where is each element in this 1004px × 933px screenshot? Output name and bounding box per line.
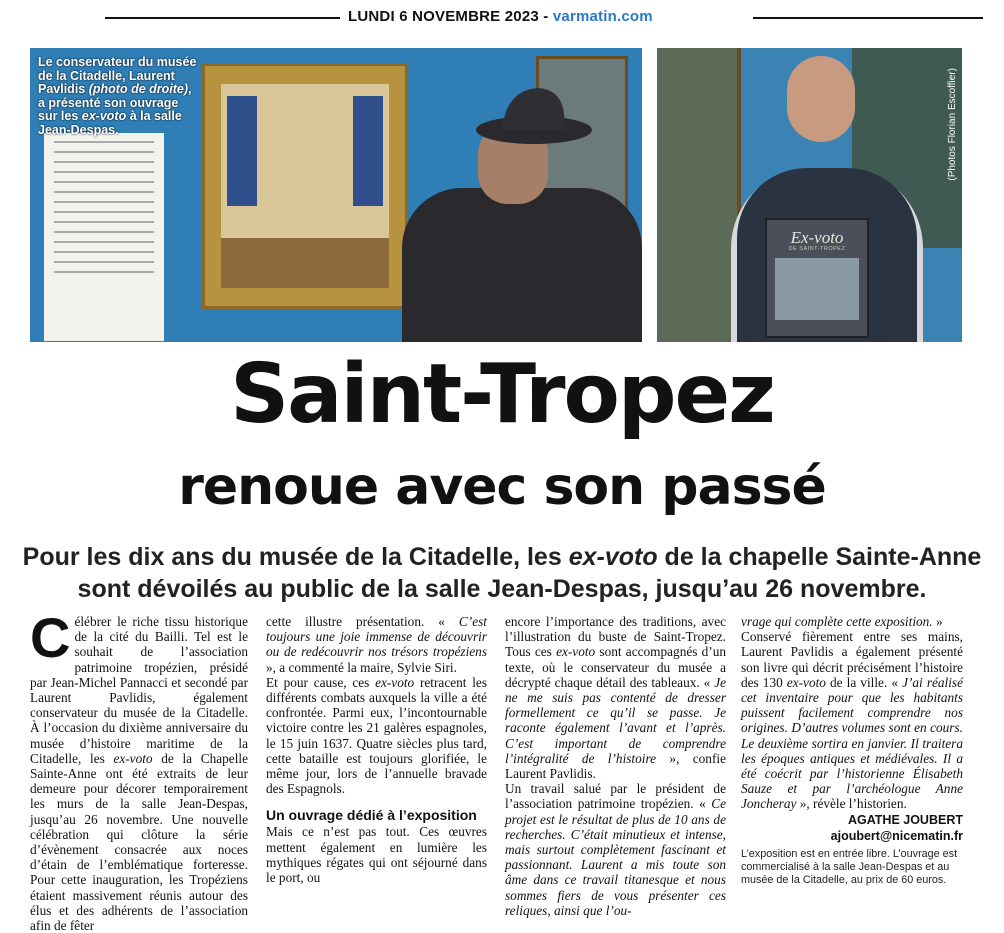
author-email-link[interactable]: ajoubert@nicematin.fr	[830, 828, 963, 843]
visitor-figure	[402, 188, 642, 342]
standfirst-text: Pour les dix ans du musée de la Citadelle, les	[22, 543, 569, 571]
caption-italic: (photo de droite)	[88, 82, 189, 96]
book-title: Ex-voto	[790, 228, 844, 247]
drop-cap: C	[30, 606, 71, 669]
body-text: Et pour cause, ces	[266, 674, 376, 690]
body-text: de la ville. «	[825, 674, 903, 690]
author-name: AGATHE JOUBERT	[847, 812, 963, 827]
painting-ships	[657, 48, 741, 342]
body-text: », a commenté la maire, Sylvie Siri.	[266, 659, 457, 675]
header-site-link[interactable]: varmatin.com	[552, 8, 653, 25]
body-quote: C’est toujours une joie immense de découvrir ou de redécouvrir nos trésors tropéziens	[266, 614, 487, 660]
ex-voto-painting	[202, 63, 408, 309]
standfirst	[18, 541, 986, 605]
header-date: LUNDI 6 NOVEMBRE 2023	[348, 8, 539, 25]
body-italic: ex-voto	[113, 750, 153, 766]
body-quote: vrage qui complète cette exposition.	[741, 614, 933, 629]
body-quote: Ce projet est le résultat de plus de 10 ans de recherches. C’était minutieux et intense, mais surtout complètement fascinant et passionnant. Laurent a mis toute son âme dans ce travail titanesque et nous sommes fiers de vous présenter ces reliques, ainsi que l’ou-	[505, 796, 726, 918]
subheading: Un ouvrage dédié à l’exposition	[266, 807, 477, 824]
caption-text: à la salle Jean-Despas.	[38, 109, 182, 137]
photo-exhibition	[30, 48, 642, 342]
article-column-1	[30, 606, 248, 933]
body-quote: J’ai réalisé cet inventaire pour que les habitants puissent facilement comprendre nos origines. D’autres volumes sont en cours. Le deuxième sortira en janvier. Il traitera les époques antiques et médiévales. Il a été coécrit par l’historienne Élisabeth Sauze et par l’archéologue Anne Joncheray	[741, 674, 964, 812]
headline-subtitle: renoue avec son passé	[178, 457, 826, 517]
caption-text: Le conservateur du musée de la Citadelle, Laurent Pavlidis	[38, 55, 197, 96]
body-text: »	[932, 614, 943, 629]
body-text: retracent les différents combats auxquels la ville a été confrontée. Parmi eux, l’incontournable victoire contre les 21 galères espagnoles, le 15 juin 1637. Quatre siècles plus tard, cette bataille est toujours glorifiée, le même jour, lors de l’annuelle bravade des Espagnols.	[266, 674, 487, 797]
book-cover	[765, 218, 869, 338]
header-separator: -	[538, 8, 553, 25]
body-quote: Je ne me suis pas contenté de dresser formellement ce qu’il se passe. Je raconte également l’avant et l’après. C’est important de comprendre l’intégralité de l’histoire	[505, 674, 726, 766]
caption-text: , a présenté son ouvrage sur les	[38, 82, 192, 123]
body-text: Un travail salué par le président de l’association patrimoine tropézien. «	[505, 781, 726, 812]
article-column-3	[505, 614, 726, 918]
header-dateline	[348, 8, 653, 25]
headline-title: Saint-Tropez	[230, 347, 774, 442]
body-text: Conservé fièrement entre ses mains, Laurent Pavlidis a également présenté son livre qui décrit précisément l’histoire des 130	[741, 629, 963, 690]
body-italic: ex-voto	[556, 644, 596, 660]
standfirst-text: de la chapelle Sainte-Anne sont dévoilés au public de la salle Jean-Despas, jusqu’au 26 novembre.	[77, 543, 982, 603]
caption-italic: ex-voto	[81, 109, 127, 123]
body-text: cette illustre présentation. «	[266, 614, 459, 629]
hat-icon	[472, 84, 592, 154]
standfirst-italic: ex-voto	[568, 543, 658, 571]
header-rule-left	[105, 17, 340, 19]
body-italic: ex-voto	[375, 674, 415, 690]
photo-credit: (Photos Florian Escoffier)	[947, 68, 958, 181]
book-subtitle: DE SAINT-TROPEZ	[788, 246, 846, 252]
body-text: élébrer le riche tissu historique de la cité du Bailli. Tel est le souhait de l’association patrimoine tropézien, présidé par Jean-Michel Pannacci et secondé par Laurent Pavlidis, également conservateur du musée de la Citadelle. À l’occasion du dixième anniversaire du musée d’histoire maritime de la Citadelle, les	[30, 614, 248, 766]
body-text: encore l’importance des traditions, avec l’illustration du buste de Saint-Tropez. Tous ces	[505, 614, 726, 660]
body-text: », révèle l’historien.	[796, 796, 907, 812]
book-illustration	[775, 258, 859, 320]
article-column-4	[741, 614, 963, 887]
body-text: Mais ce n’est pas tout. Ces œuvres mettent également en lumière les mythiques régates qui ont séjourné dans le port, ou	[266, 824, 487, 886]
header-rule-right	[753, 17, 983, 19]
body-text: de la Chapelle Sainte-Anne ont été extraits de leur demeure pour décorer temporairement les murs de la salle Jean-Despas, jusqu’au 26 novembre. Une nouvelle célébration qui clôture la série d’évènement consacrée aux noces d’étain de l’emblématique forteresse. Pour cette inauguration, les Tropéziens étaient massivement réunis autour des élus et des adhérents de l’association afin de fêter	[30, 750, 248, 933]
page-header	[105, 8, 985, 28]
curator-face	[787, 56, 855, 142]
body-italic: ex-voto	[786, 674, 826, 690]
body-text: sont accompagnés d’un texte, où le conservateur du musée a décrypté chaque détail des tableaux. «	[505, 644, 726, 690]
info-note: L’exposition est en entrée libre. L’ouvrage est commercialisé à la salle Jean-Despas et au musée de la Citadelle, au prix de 60 euros.	[741, 847, 958, 886]
photo-caption	[38, 56, 198, 137]
wall-placard	[44, 133, 164, 341]
article-column-2	[266, 614, 487, 885]
photo-curator	[657, 48, 962, 342]
body-text: », confie Laurent Pavlidis.	[505, 750, 726, 782]
